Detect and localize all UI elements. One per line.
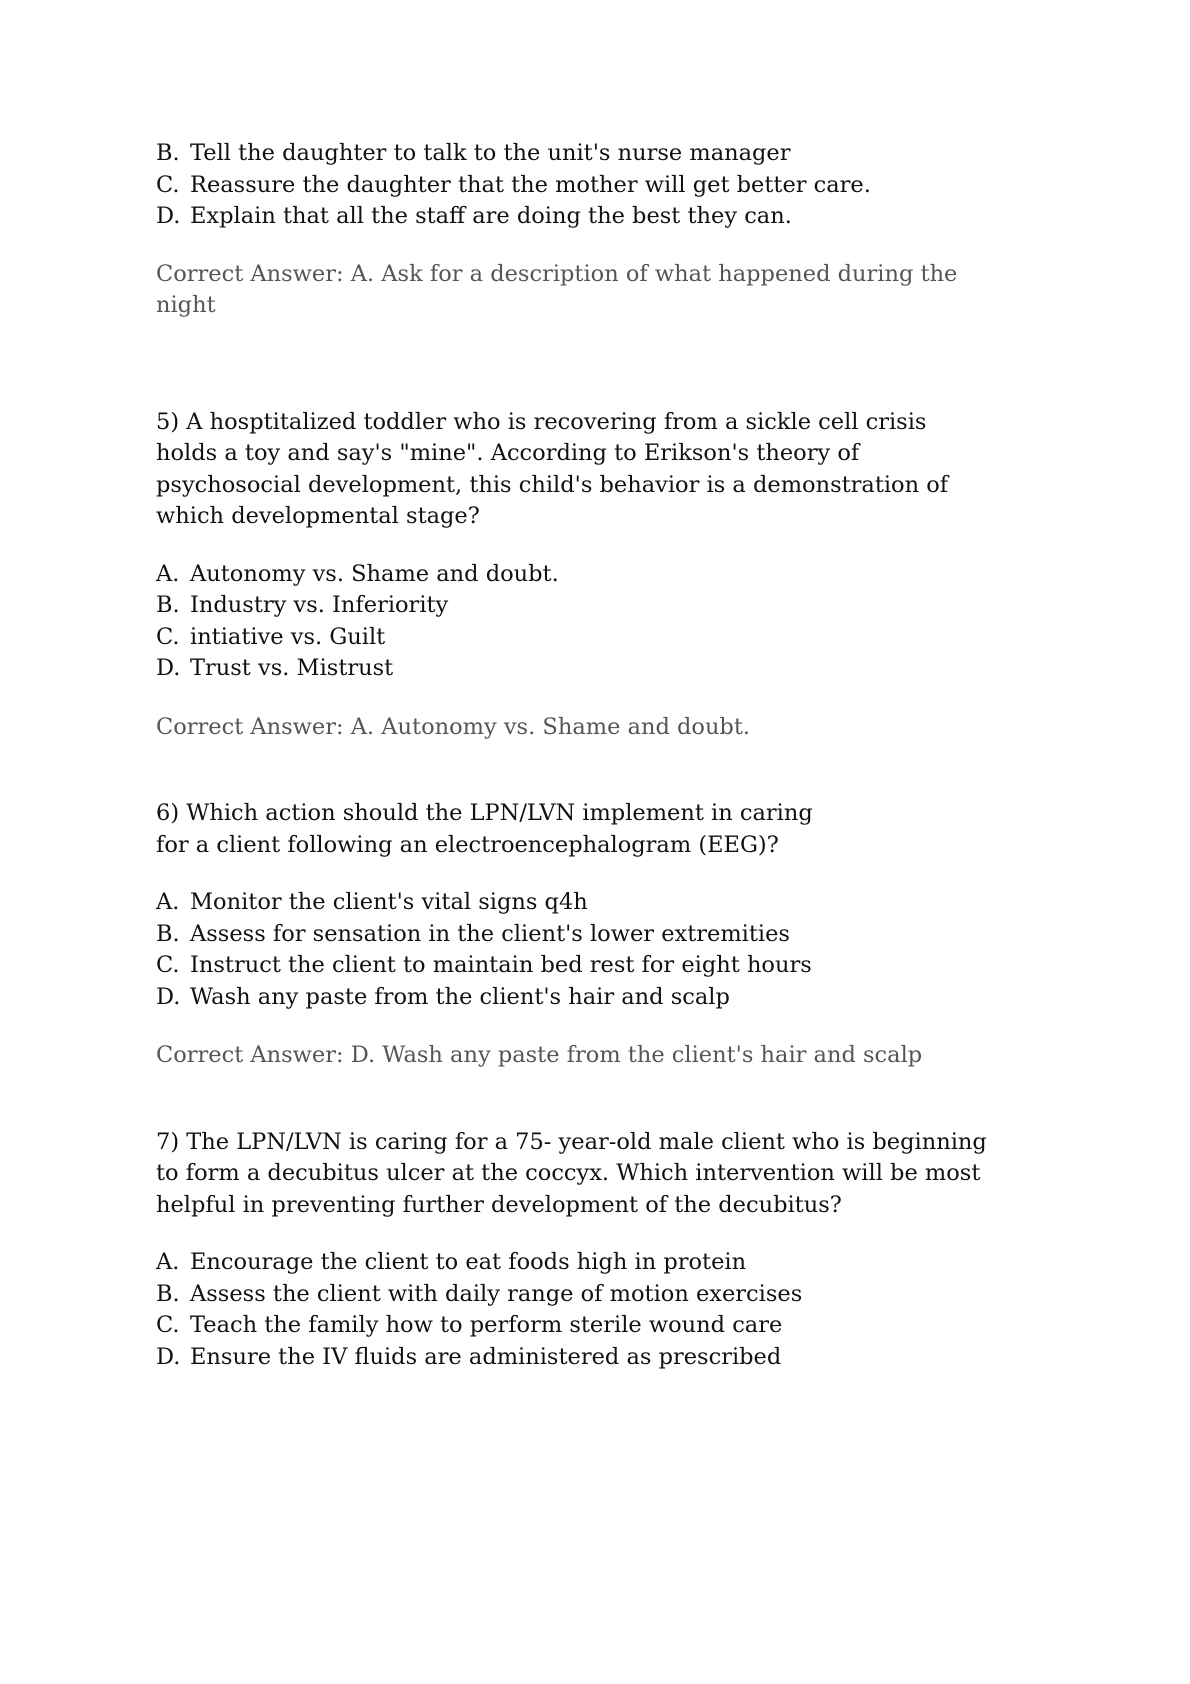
option-text: Monitor the client's vital signs q4h	[190, 889, 588, 915]
option-letter: A.	[156, 1249, 180, 1275]
option-letter: B.	[156, 1280, 180, 1307]
q6-stem	[156, 798, 1036, 861]
q7-stem	[156, 1127, 1036, 1222]
option-text: Teach the family how to perform sterile wound care	[190, 1312, 783, 1338]
stem-line: for a client following an electroencephalogram (EEG)?	[156, 831, 779, 858]
q6-option-d	[156, 982, 1036, 1014]
answer-line: Correct Answer: A. Ask for a description of what happened during the	[156, 260, 958, 287]
stem-line: which developmental stage?	[156, 503, 480, 529]
q4-options	[156, 138, 1036, 233]
q6-option-c	[156, 950, 1036, 982]
answer-line: night	[156, 292, 216, 318]
option-letter: B.	[156, 592, 180, 618]
q5-correct-answer	[156, 712, 1036, 744]
answer-line: Correct Answer: D. Wash any paste from the client's hair and scalp	[156, 1042, 923, 1068]
q6-options	[156, 887, 1036, 1013]
document-page	[156, 138, 1036, 1373]
q7-option-b	[156, 1279, 1036, 1311]
option-text: Reassure the daughter that the mother will get better care.	[190, 171, 871, 198]
option-letter: B.	[156, 920, 180, 947]
q4-option-d	[156, 201, 1036, 233]
option-text: Encourage the client to eat foods high in protein	[190, 1249, 747, 1275]
stem-line: holds a toy and say's "mine". According to Erikson's theory of	[156, 440, 860, 466]
option-text: Instruct the client to maintain bed rest for eight hours	[190, 952, 812, 978]
option-letter: D.	[156, 203, 181, 229]
q6-correct-answer	[156, 1040, 1036, 1072]
option-letter: A.	[156, 560, 180, 587]
option-letter: D.	[156, 1343, 181, 1370]
q4-correct-answer	[156, 259, 1036, 322]
q5-option-c	[156, 622, 1036, 654]
option-text: Tell the daughter to talk to the unit's nurse manager	[190, 140, 791, 166]
option-letter: C.	[156, 1312, 180, 1338]
option-text: Assess for sensation in the client's lower extremities	[190, 920, 790, 947]
q7-options	[156, 1247, 1036, 1373]
answer-line: Correct Answer: A. Autonomy vs. Shame and doubt.	[156, 713, 751, 740]
stem-line: 6) Which action should the LPN/LVN implement in caring	[156, 800, 813, 826]
option-text: Industry vs. Inferiority	[190, 592, 449, 618]
option-text: Autonomy vs. Shame and doubt.	[190, 560, 559, 587]
stem-line: 7) The LPN/LVN is caring for a 75- year-old male client who is beginning	[156, 1128, 987, 1155]
q6-option-a	[156, 887, 1036, 919]
option-text: Trust vs. Mistrust	[190, 655, 394, 681]
option-letter: C.	[156, 952, 180, 978]
stem-line: to form a decubitus ulcer at the coccyx. Which intervention will be most	[156, 1160, 981, 1186]
q5-options	[156, 559, 1036, 685]
q5-option-d	[156, 653, 1036, 685]
option-text: intiative vs. Guilt	[190, 623, 386, 650]
stem-line: psychosocial development, this child's behavior is a demonstration of	[156, 471, 949, 498]
stem-line: 5) A hosptitalized toddler who is recovering from a sickle cell crisis	[156, 408, 927, 435]
option-letter: C.	[156, 623, 180, 650]
q6-option-b	[156, 919, 1036, 951]
option-letter: D.	[156, 983, 181, 1010]
option-letter: C.	[156, 171, 180, 198]
q4-option-b	[156, 138, 1036, 170]
q7-option-c	[156, 1310, 1036, 1342]
q7-option-d	[156, 1342, 1036, 1374]
q5-option-b	[156, 590, 1036, 622]
q5-stem	[156, 407, 1036, 533]
q5-option-a	[156, 559, 1036, 591]
q4-option-c	[156, 170, 1036, 202]
option-text: Assess the client with daily range of motion exercises	[190, 1280, 803, 1307]
option-letter: D.	[156, 655, 181, 681]
option-text: Wash any paste from the client's hair and scalp	[190, 983, 730, 1010]
q7-option-a	[156, 1247, 1036, 1279]
option-text: Explain that all the staff are doing the best they can.	[190, 203, 792, 229]
option-letter: B.	[156, 140, 180, 166]
option-letter: A.	[156, 889, 180, 915]
stem-line: helpful in preventing further development of the decubitus?	[156, 1191, 842, 1218]
option-text: Ensure the IV fluids are administered as prescribed	[190, 1343, 782, 1370]
